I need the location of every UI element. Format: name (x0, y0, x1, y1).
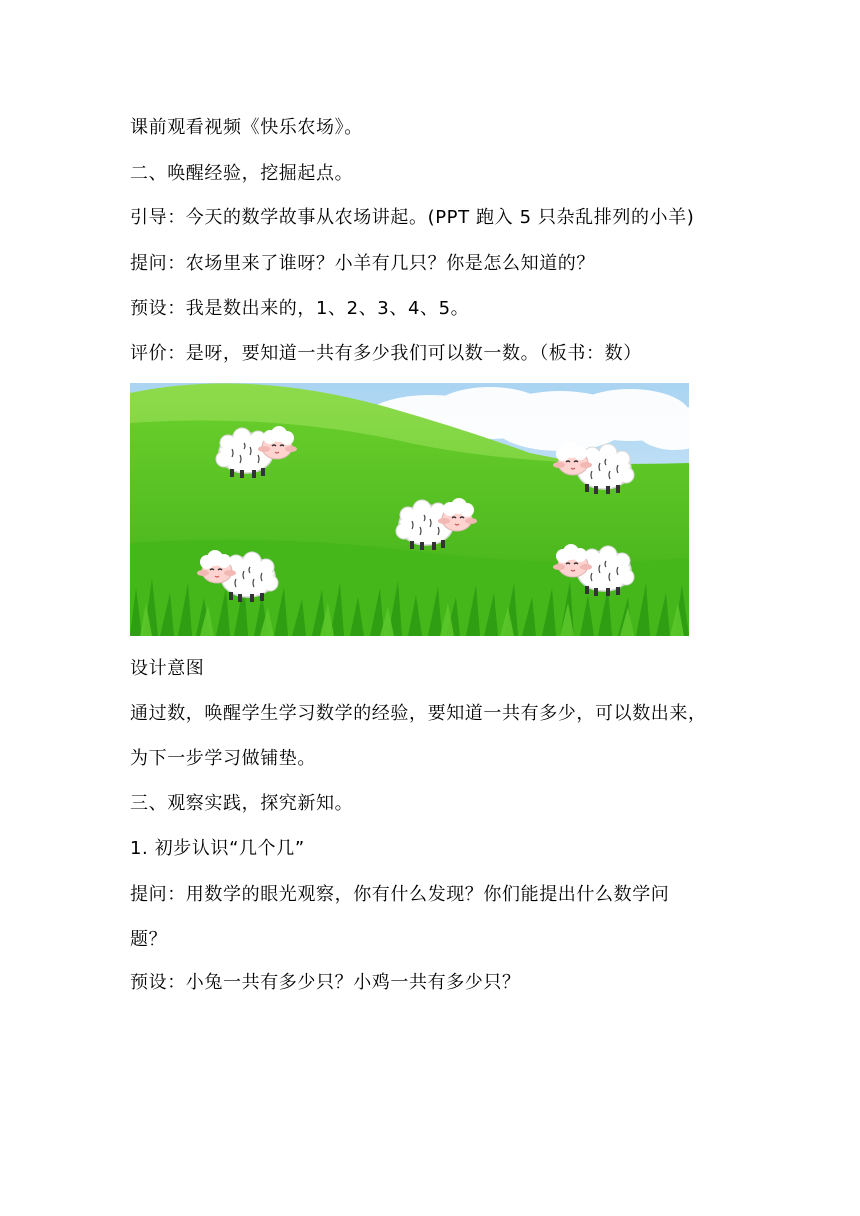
text-line-question-2: 提问：用数学的眼光观察，你有什么发现？你们能提出什么数学问 (130, 884, 670, 905)
design-intent-heading: 设计意图 (130, 658, 205, 679)
farm-sheep-illustration (130, 383, 689, 636)
subsection-heading-1: 1. 初步认识“几个几” (130, 838, 305, 859)
text-line-preset: 预设：我是数出来的，1、2、3、4、5。 (130, 298, 470, 319)
text-line-question: 提问：农场里来了谁呀？小羊有几只？你是怎么知道的？ (130, 253, 595, 274)
text-line-guide: 引导：今天的数学故事从农场讲起。(PPT 跑入 5 只杂乱排列的小羊) (130, 207, 695, 228)
text-line-intent-2: 为下一步学习做铺垫。 (130, 748, 316, 769)
text-line-1: 课前观看视频《快乐农场》。 (130, 117, 363, 138)
section-heading-2: 二、唤醒经验，挖掘起点。 (130, 163, 354, 184)
text-line-question-2-cont: 题？ (130, 929, 168, 950)
text-line-evaluation: 评价：是呀，要知道一共有多少我们可以数一数。（板书：数） (130, 343, 642, 364)
text-line-preset-2: 预设：小兔一共有多少只？小鸡一共有多少只？ (130, 972, 521, 993)
section-heading-3: 三、观察实践，探究新知。 (130, 793, 354, 814)
text-line-intent-1: 通过数，唤醒学生学习数学的经验，要知道一共有多少，可以数出来， (130, 703, 707, 724)
